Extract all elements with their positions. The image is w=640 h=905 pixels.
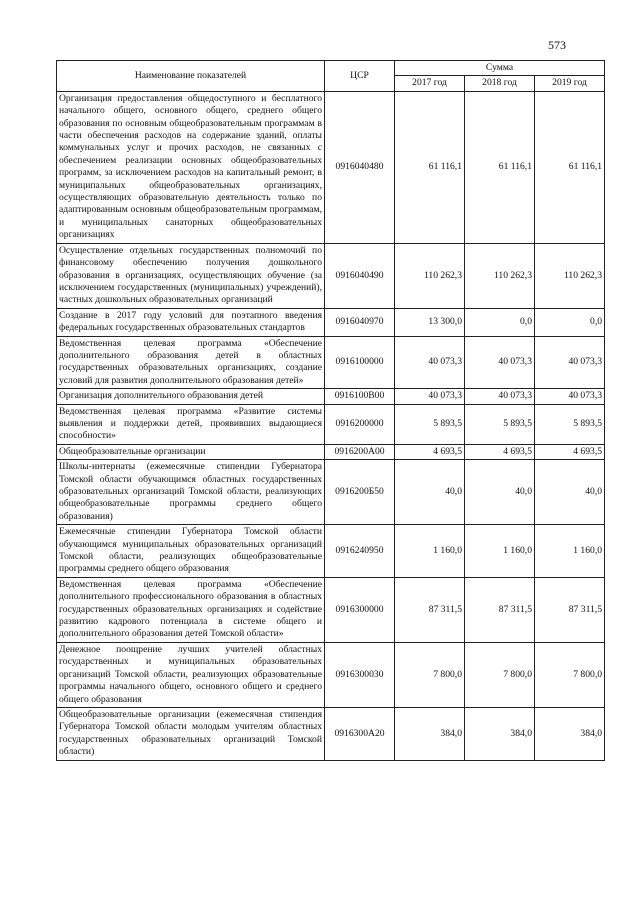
row-value-2018: 0,0 [465, 308, 535, 336]
row-csr: 0916040480 [325, 91, 395, 243]
row-value-2019: 110 262,3 [535, 243, 605, 308]
table-row [57, 389, 605, 404]
row-name: Общеобразовательные организации [57, 444, 325, 459]
header-sum: Сумма [395, 61, 605, 76]
row-name: Ведомственная целевая программа «Обеспечение дополнительного образования детей в областных государственных образовательных организациях, создание условий для развития дополнительного образования детей» [57, 336, 325, 389]
row-value-2018: 5 893,5 [465, 404, 535, 444]
row-value-2019: 4 693,5 [535, 444, 605, 459]
table-row [57, 308, 605, 336]
row-name: Школы-интернаты (ежемесячные стипендии Губернатора Томской области обучающимся областных государственных образовательных организаций Томской области, реализующих общеобразовательные программы среднего общего образования) [57, 460, 325, 525]
row-csr: 0916100000 [325, 336, 395, 389]
row-value-2017: 1 160,0 [395, 525, 465, 578]
row-value-2017: 87 311,5 [395, 577, 465, 642]
header-name: Наименование показателей [57, 61, 325, 92]
row-csr: 0916100В00 [325, 389, 395, 404]
table-row [57, 642, 605, 707]
row-value-2017: 61 116,1 [395, 91, 465, 243]
row-value-2017: 7 800,0 [395, 642, 465, 707]
row-csr: 0916200Б50 [325, 460, 395, 525]
row-name: Ежемесячные стипендии Губернатора Томской области обучающимся муниципальных образовательных организаций Томской области, реализующих общеобразовательные программы среднего общего образования [57, 525, 325, 578]
table-row [57, 707, 605, 760]
table-row [57, 444, 605, 459]
row-value-2019: 5 893,5 [535, 404, 605, 444]
row-value-2017: 40 073,3 [395, 336, 465, 389]
row-value-2018: 7 800,0 [465, 642, 535, 707]
row-csr: 0916040970 [325, 308, 395, 336]
row-value-2017: 40,0 [395, 460, 465, 525]
row-name: Денежное поощрение лучших учителей областных государственных и муниципальных образовательных организаций Томской области, реализующих образовательные программы начального общего, основного общего и среднего общего образования [57, 642, 325, 707]
table-row [57, 525, 605, 578]
row-csr: 0916040490 [325, 243, 395, 308]
row-name: Ведомственная целевая программа «Обеспечение дополнительного профессионального образования в областных государственных образовательных организациях и содействие развитию кадрового потенциала в системе общего и дополнительного образования детей Томской области» [57, 577, 325, 642]
row-value-2018: 40,0 [465, 460, 535, 525]
row-csr: 0916300030 [325, 642, 395, 707]
row-value-2019: 384,0 [535, 707, 605, 760]
row-value-2017: 5 893,5 [395, 404, 465, 444]
row-value-2019: 87 311,5 [535, 577, 605, 642]
page-number: 573 [548, 38, 566, 52]
row-csr: 0916200А00 [325, 444, 395, 459]
row-csr: 0916240950 [325, 525, 395, 578]
row-name: Организация предоставления общедоступного и бесплатного начального общего, основного общего, среднего общего образования по основным общеобразовательным программам в части обеспечения расходов на содержание зданий, оплаты коммунальных услуг и прочих расходов, не связанных с обеспечением реализации основных общеобразовательных программ, за исключением расходов на капитальный ремонт, в муниципальных общеобразовательных организациях, осуществляющих образовательную деятельность только по адаптированным основным общеобразовательным программам, и муниципальных санаторных общеобразовательных организациях [57, 91, 325, 243]
row-name: Осуществление отдельных государственных полномочий по финансовому обеспечению получения дошкольного образования в организациях, осуществляющих обучение (за исключением государственных (муниципальных) учреждений), частных дошкольных образовательных организаций [57, 243, 325, 308]
row-value-2018: 110 262,3 [465, 243, 535, 308]
row-value-2017: 110 262,3 [395, 243, 465, 308]
row-value-2018: 4 693,5 [465, 444, 535, 459]
row-name: Организация дополнительного образования детей [57, 389, 325, 404]
row-value-2017: 4 693,5 [395, 444, 465, 459]
row-value-2019: 0,0 [535, 308, 605, 336]
table-header-row [57, 61, 605, 76]
row-value-2017: 40 073,3 [395, 389, 465, 404]
table-row [57, 577, 605, 642]
row-value-2019: 61 116,1 [535, 91, 605, 243]
table-row [57, 460, 605, 525]
row-value-2018: 40 073,3 [465, 336, 535, 389]
header-year-2019: 2019 год [535, 76, 605, 91]
table-row [57, 336, 605, 389]
header-year-2017: 2017 год [395, 76, 465, 91]
row-name: Создание в 2017 году условий для поэтапного введения федеральных государственных образовательных стандартов [57, 308, 325, 336]
row-value-2019: 7 800,0 [535, 642, 605, 707]
row-csr: 0916300А20 [325, 707, 395, 760]
row-name: Общеобразовательные организации (ежемесячная стипендия Губернатора Томской области молодым учителям областных государственных образовательных организаций Томской области) [57, 707, 325, 760]
row-value-2019: 40 073,3 [535, 336, 605, 389]
row-value-2019: 40 073,3 [535, 389, 605, 404]
row-value-2018: 40 073,3 [465, 389, 535, 404]
table-row [57, 404, 605, 444]
table-row [57, 91, 605, 243]
row-value-2018: 61 116,1 [465, 91, 535, 243]
row-name: Ведомственная целевая программа «Развитие системы выявления и поддержки детей, проявивших выдающиеся способности» [57, 404, 325, 444]
row-value-2018: 87 311,5 [465, 577, 535, 642]
table-row [57, 243, 605, 308]
header-year-2018: 2018 год [465, 76, 535, 91]
budget-table [56, 60, 605, 761]
row-value-2019: 40,0 [535, 460, 605, 525]
row-value-2018: 1 160,0 [465, 525, 535, 578]
row-value-2017: 384,0 [395, 707, 465, 760]
header-csr: ЦСР [325, 61, 395, 92]
row-value-2017: 13 300,0 [395, 308, 465, 336]
row-value-2018: 384,0 [465, 707, 535, 760]
row-csr: 0916200000 [325, 404, 395, 444]
row-value-2019: 1 160,0 [535, 525, 605, 578]
row-csr: 0916300000 [325, 577, 395, 642]
